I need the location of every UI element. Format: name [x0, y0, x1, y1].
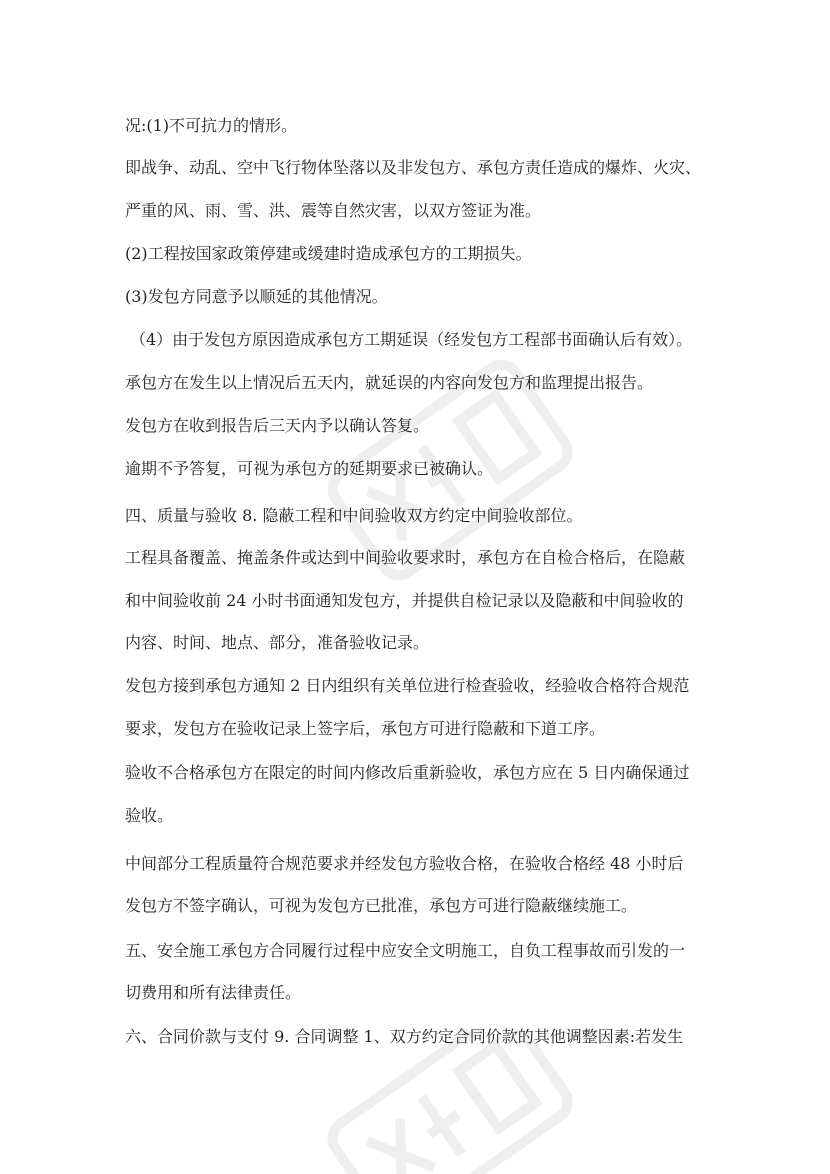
text-line: 发包方不签字确认，可视为发包方已批准，承包方可进行隐蔽继续施工。: [125, 896, 638, 915]
text-line: 验收。: [125, 806, 174, 825]
section-heading-5: 五、安全施工承包方合同履行过程中应安全文明施工，自负工程事故而引发的一: [125, 941, 686, 960]
text-line: 逾期不予答复，可视为承包方的延期要求已被确认。: [125, 459, 494, 478]
text-line: (3)发包方同意予以顺延的其他情况。: [125, 287, 388, 306]
text-line: 况:(1)不可抗力的情形。: [125, 116, 298, 135]
text-line: 工程具备覆盖、掩盖条件或达到中间验收要求时，承包方在自检合格后，在隐蔽: [125, 548, 686, 567]
text-line: （4）由于发包方原因造成承包方工期延误（经发包方工程部书面确认后有效）。: [130, 330, 693, 349]
text-line: 和中间验收前 24 小时书面通知发包方，并提供自检记录以及隐蔽和中间验收的: [125, 591, 684, 610]
text-line: 即战争、动乱、空中飞行物体坠落以及非发包方、承包方责任造成的爆炸、火灾、: [125, 158, 702, 177]
text-line: 内容、时间、地点、部分，准备验收记录。: [125, 633, 430, 652]
section-heading-6: 六、合同价款与支付 9. 合同调整 1、双方约定合同价款的其他调整因素:若发生: [125, 1027, 684, 1046]
text-line: (2)工程按国家政策停建或缓建时造成承包方的工期损失。: [125, 244, 532, 263]
text-line: 承包方在发生以上情况后五天内，就延误的内容向发包方和监理提出报告。: [125, 373, 654, 392]
section-heading-4: 四、质量与验收 8. 隐蔽工程和中间验收双方约定中间验收部位。: [125, 506, 583, 525]
text-line: 严重的风、雨、雪、洪、震等自然灾害，以双方签证为准。: [125, 201, 542, 220]
text-line: 中间部分工程质量符合规范要求并经发包方验收合格，在验收合格经 48 小时后: [125, 854, 684, 873]
text-line: 发包方接到承包方通知 2 日内组织有关单位进行检查验收，经验收合格符合规范: [125, 676, 690, 695]
text-line: 验收不合格承包方在限定的时间内修改后重新验收，承包方应在 5 日内确保通过: [125, 763, 690, 782]
text-line: 切费用和所有法律责任。: [125, 983, 302, 1002]
text-line: 发包方在收到报告后三天内予以确认答复。: [125, 416, 430, 435]
text-line: 要求，发包方在验收记录上签字后，承包方可进行隐蔽和下道工序。: [125, 719, 606, 738]
